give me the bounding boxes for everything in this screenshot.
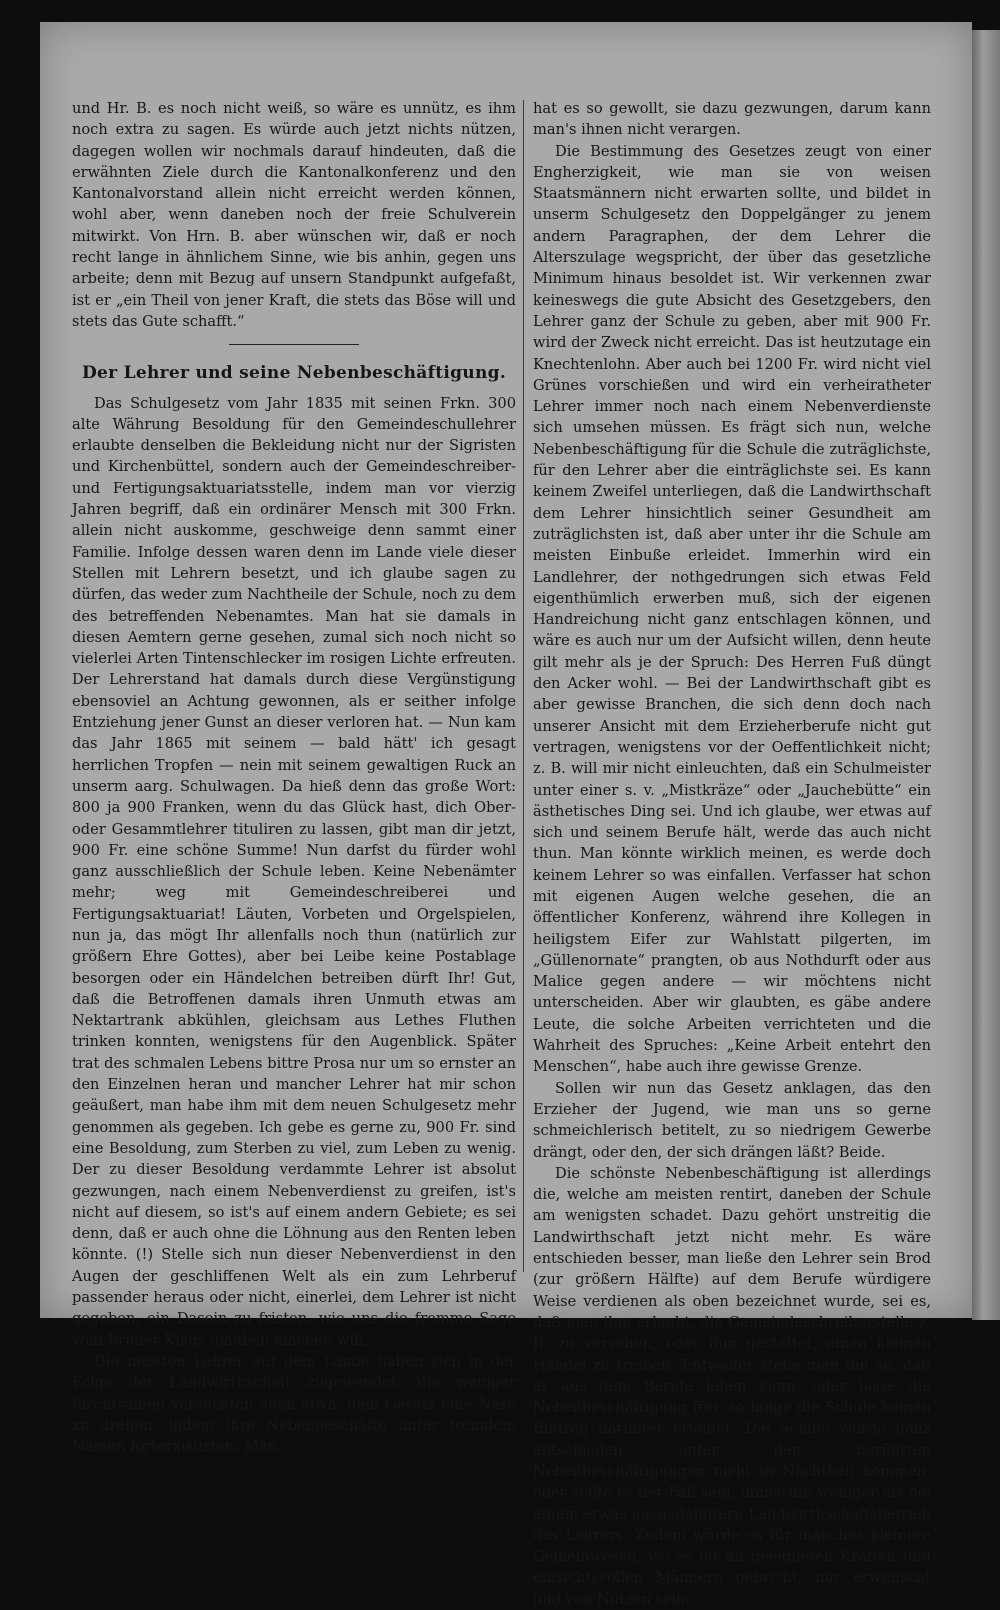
- article-paragraph-2: Die meisten Lehrer auf dem Lande haben sich in der Folge der Landwirthschaft zugewendet; die weniger furchtsamen versuchten auch etwa, dem Gesetz eine Nase zu drehen, indem ihre Nebengeschäfte unter fremdem Namen forterxistirten. Man: [72, 1352, 516, 1456]
- left-column: [72, 98, 516, 1457]
- article-heading: Der Lehrer und seine Nebenbeschäftigung.: [81, 363, 507, 384]
- right-paragraph-3: Sollen wir nun das Gesetz anklagen, das den Erzieher der Jugend, wie man uns so gerne schmeichlerisch betitelt, zu so niedrigem Gewerbe drängt, oder den, der sich drängen läßt? Beide.: [533, 1079, 931, 1161]
- column-divider: [523, 100, 524, 1272]
- adjacent-page-edge: [972, 30, 1000, 1320]
- intro-paragraph: und Hr. B. es noch nicht weiß, so wäre es unnütz, es ihm noch extra zu sagen. Es würde auch jetzt nichts nützen, dagegen wollen wir nochmals darauf hindeuten, daß die erwähnten Ziele durch die Kantonalkonferenz und den Kantonalvorstand allein nicht erreicht werden können, wohl aber, wenn daneben noch der freie Schulverein mitwirkt. Von Hrn. B. aber wünschen wir, daß er noch recht lange in ähnlichem Sinne, wie bis anhin, gegen uns arbeite; denn mit Bezug auf unsern Standpunkt aufgefaßt, ist er „ein Theil von jener Kraft, die stets das Böse will und stets das Gute schafft.“: [72, 100, 516, 330]
- right-paragraph-4: Die schönste Nebenbeschäftigung ist allerdings die, welche am meisten rentirt, daneben der Schule am wenigsten schadet. Dazu gehört unstreitig die Landwirthschaft jetzt nicht mehr. Es wäre entschieden besser, man ließe den Lehrer sein Brod (zur größern Hälfte) auf dem Berufe würdigere Weise verdienen als oben bezeichnet wurde, sei es, daß man ihm erlaubt, die Gemeindeschreiberstelle z. B. zu versehen, oder ihm gestattet, einen kleinen Handel zu treiben. Entweder stelle man ihn so, daß er aus dem Berufe leben kann, oder lasse die Nebenbeschäftigung frei, so lange die Schule keinen Eintrag darunter erleidet. Die Schule würde ganz entschieden unter den berührten Nebenbeschäftigungen nicht in Nachtheil kommen, oder sollte es der Fall sein, immerhin weniger als bei einem etwas ausgedehntern Landwirthschaftsbetrieb des Lehrers. Zudem würde es für manches kleinere Gemeinwesen, wo es oft an geeigneten Kräften und einsichtsvollen Männern gebricht, nur erwünscht und von Nutzen sein.: [533, 1164, 931, 1608]
- right-column: [533, 98, 931, 1610]
- right-paragraph-2: Die Bestimmung des Gesetzes zeugt von einer Engherzigkeit, wie man sie von weisen Staatsmännern nicht erwarten sollte, und bildet in unserm Schulgesetz den Doppelgänger zu jenem andern Paragraphen, der dem Lehrer die Alterszulage wegspricht, der über das gesetzliche Minimum hinaus besoldet ist. Wir verkennen zwar keineswegs die gute Absicht des Gesetzgebers, den Lehrer ganz der Schule zu geben, aber mit 900 Fr. wird der Zweck nicht erreicht. Das ist heutzutage ein Knechtenlohn. Aber auch bei 1200 Fr. wird nicht viel Grünes vorschießen und wird ein verheiratheter Lehrer immer noch nach einem Nebenverdienste sich umsehen müssen. Es frägt sich nun, welche Nebenbeschäftigung für die Schule die zuträglichste, für den Lehrer aber die einträglichste sei. Es kann keinem Zweifel unterliegen, daß die Landwirthschaft dem Lehrer hinsichtlich seiner Gesundheit am zuträglichsten ist, daß aber unter ihr die Schule am meisten Einbuße erleidet. Immerhin wird ein Landlehrer, der nothgedrungen sich etwas Feld eigenthümlich erwerben muß, sich der eigenen Handreichung nicht ganz entschlagen können, und wäre es auch nur um der Aufsicht willen, denn heute gilt mehr als je der Spruch: Des Herren Fuß düngt den Acker wohl. — Bei der Landwirthschaft gibt es aber gewisse Branchen, die sich denn doch nach unserer Ansicht mit dem Erzieherberufe nicht gut vertragen, wenigstens vor der Oeffentlichkeit nicht; z. B. will mir nicht einleuchten, daß ein Schulmeister unter einer s. v. „Mistkräze“ oder „Jauchebütte“ ein ästhetisches Ding sei. Und ich glaube, wer etwas auf sich und seinem Berufe hält, werde das auch nicht thun. Man könnte wirklich meinen, es werde doch keinem Lehrer so was einfallen. Verfasser hat schon mit eigenen Augen welche gesehen, die an öffentlicher Konferenz, während ihre Kollegen in heiligstem Eifer zur Wahlstatt pilgerten, im „Güllenornate“ prangten, ob aus Nothdurft oder aus Malice gegen andere — wir möchtens nicht unterscheiden. Aber wir glaubten, es gäbe andere Leute, die solche Arbeiten verrichteten und die Wahrheit des Spruches: „Keine Arbeit entehrt den Menschen“, habe auch ihre gewisse Grenze.: [533, 142, 931, 1076]
- article-paragraph-1: Das Schulgesetz vom Jahr 1835 mit seinen Frkn. 300 alte Währung Besoldung für den Gemeindeschullehrer erlaubte denselben die Bekleidung nicht nur der Sigristen und Kirchenbüttel, sondern auch der Gemeindeschreiber- und Fertigungsaktuariatsstelle, indem man vor vierzig Jahren begriff, daß ein ordinärer Mensch mit 300 Frkn. allein nicht auskomme, geschweige denn sammt einer Familie. Infolge dessen waren denn im Lande viele dieser Stellen mit Lehrern besetzt, und ich glaube sagen zu dürfen, das weder zum Nachtheile der Schule, noch zu dem des betreffenden Nebenamtes. Man hat sie damals in diesen Aemtern gerne gesehen, zumal sich noch nicht so vielerlei Arten Tintenschlecker im rosigen Lichte erfreuten. Der Lehrerstand hat damals durch diese Vergünstigung ebensoviel an Achtung gewonnen, als er seither infolge Entziehung jener Gunst an dieser verloren hat. — Nun kam das Jahr 1865 mit seinem — bald hätt' ich gesagt herrlichen Tropfen — nein mit seinem gewaltigen Ruck an unserm aarg. Schulwagen. Da hieß denn das große Wort: 800 ja 900 Franken, wenn du das Glück hast, dich Ober- oder Gesammtlehrer tituliren zu lassen, gibt man dir jetzt, 900 Fr. eine schöne Summe! Nun darfst du fürder wohl ganz ausschließlich der Schule leben. Keine Nebenämter mehr; weg mit Gemeindeschreiberei und Fertigungsaktuariat! Läuten, Vorbeten und Orgelspielen, nun ja, das mögt Ihr allenfalls noch thun (natürlich zur größern Ehre Gottes), aber bei Leibe keine Postablage besorgen oder ein Händelchen betreiben dürft Ihr! Gut, daß die Betroffenen damals ihren Unmuth etwas am Nektartrank abkühlen, gleichsam aus Lethes Fluthen trinken konnten, wenigstens für den Augenblick. Später trat des schmalen Lebens bittre Prosa nur um so ernster an den Einzelnen heran und mancher Lehrer hat mir schon geäußert, man habe ihm mit dem neuen Schulgesetz mehr genommen als gegeben. Ich gebe es gerne zu, 900 Fr. sind eine Besoldung, zum Sterben zu viel, zum Leben zu wenig. Der zu dieser Besoldung verdammte Lehrer ist absolut gezwungen, nach einem Nebenverdienst zu greifen, ist's nicht auf diesem, so ist's auf einem andern Gebiete; es sei denn, daß er auch ohne die Löhnung aus den Renten leben könnte. (!) Stelle sich nun dieser Nebenverdienst in den Augen der geschliffenen Welt als ein zum Lehrberuf passender heraus oder nicht, einerlei, dem Lehrer ist nicht gegeben, ein Dasein zu fristen, wie uns die fromme Sage vom Bruder Klaus glauben machen will.: [72, 394, 516, 1349]
- right-paragraph-1: hat es so gewollt, sie dazu gezwungen, darum kann man's ihnen nicht verargen.: [533, 100, 931, 139]
- section-separator: [229, 344, 359, 345]
